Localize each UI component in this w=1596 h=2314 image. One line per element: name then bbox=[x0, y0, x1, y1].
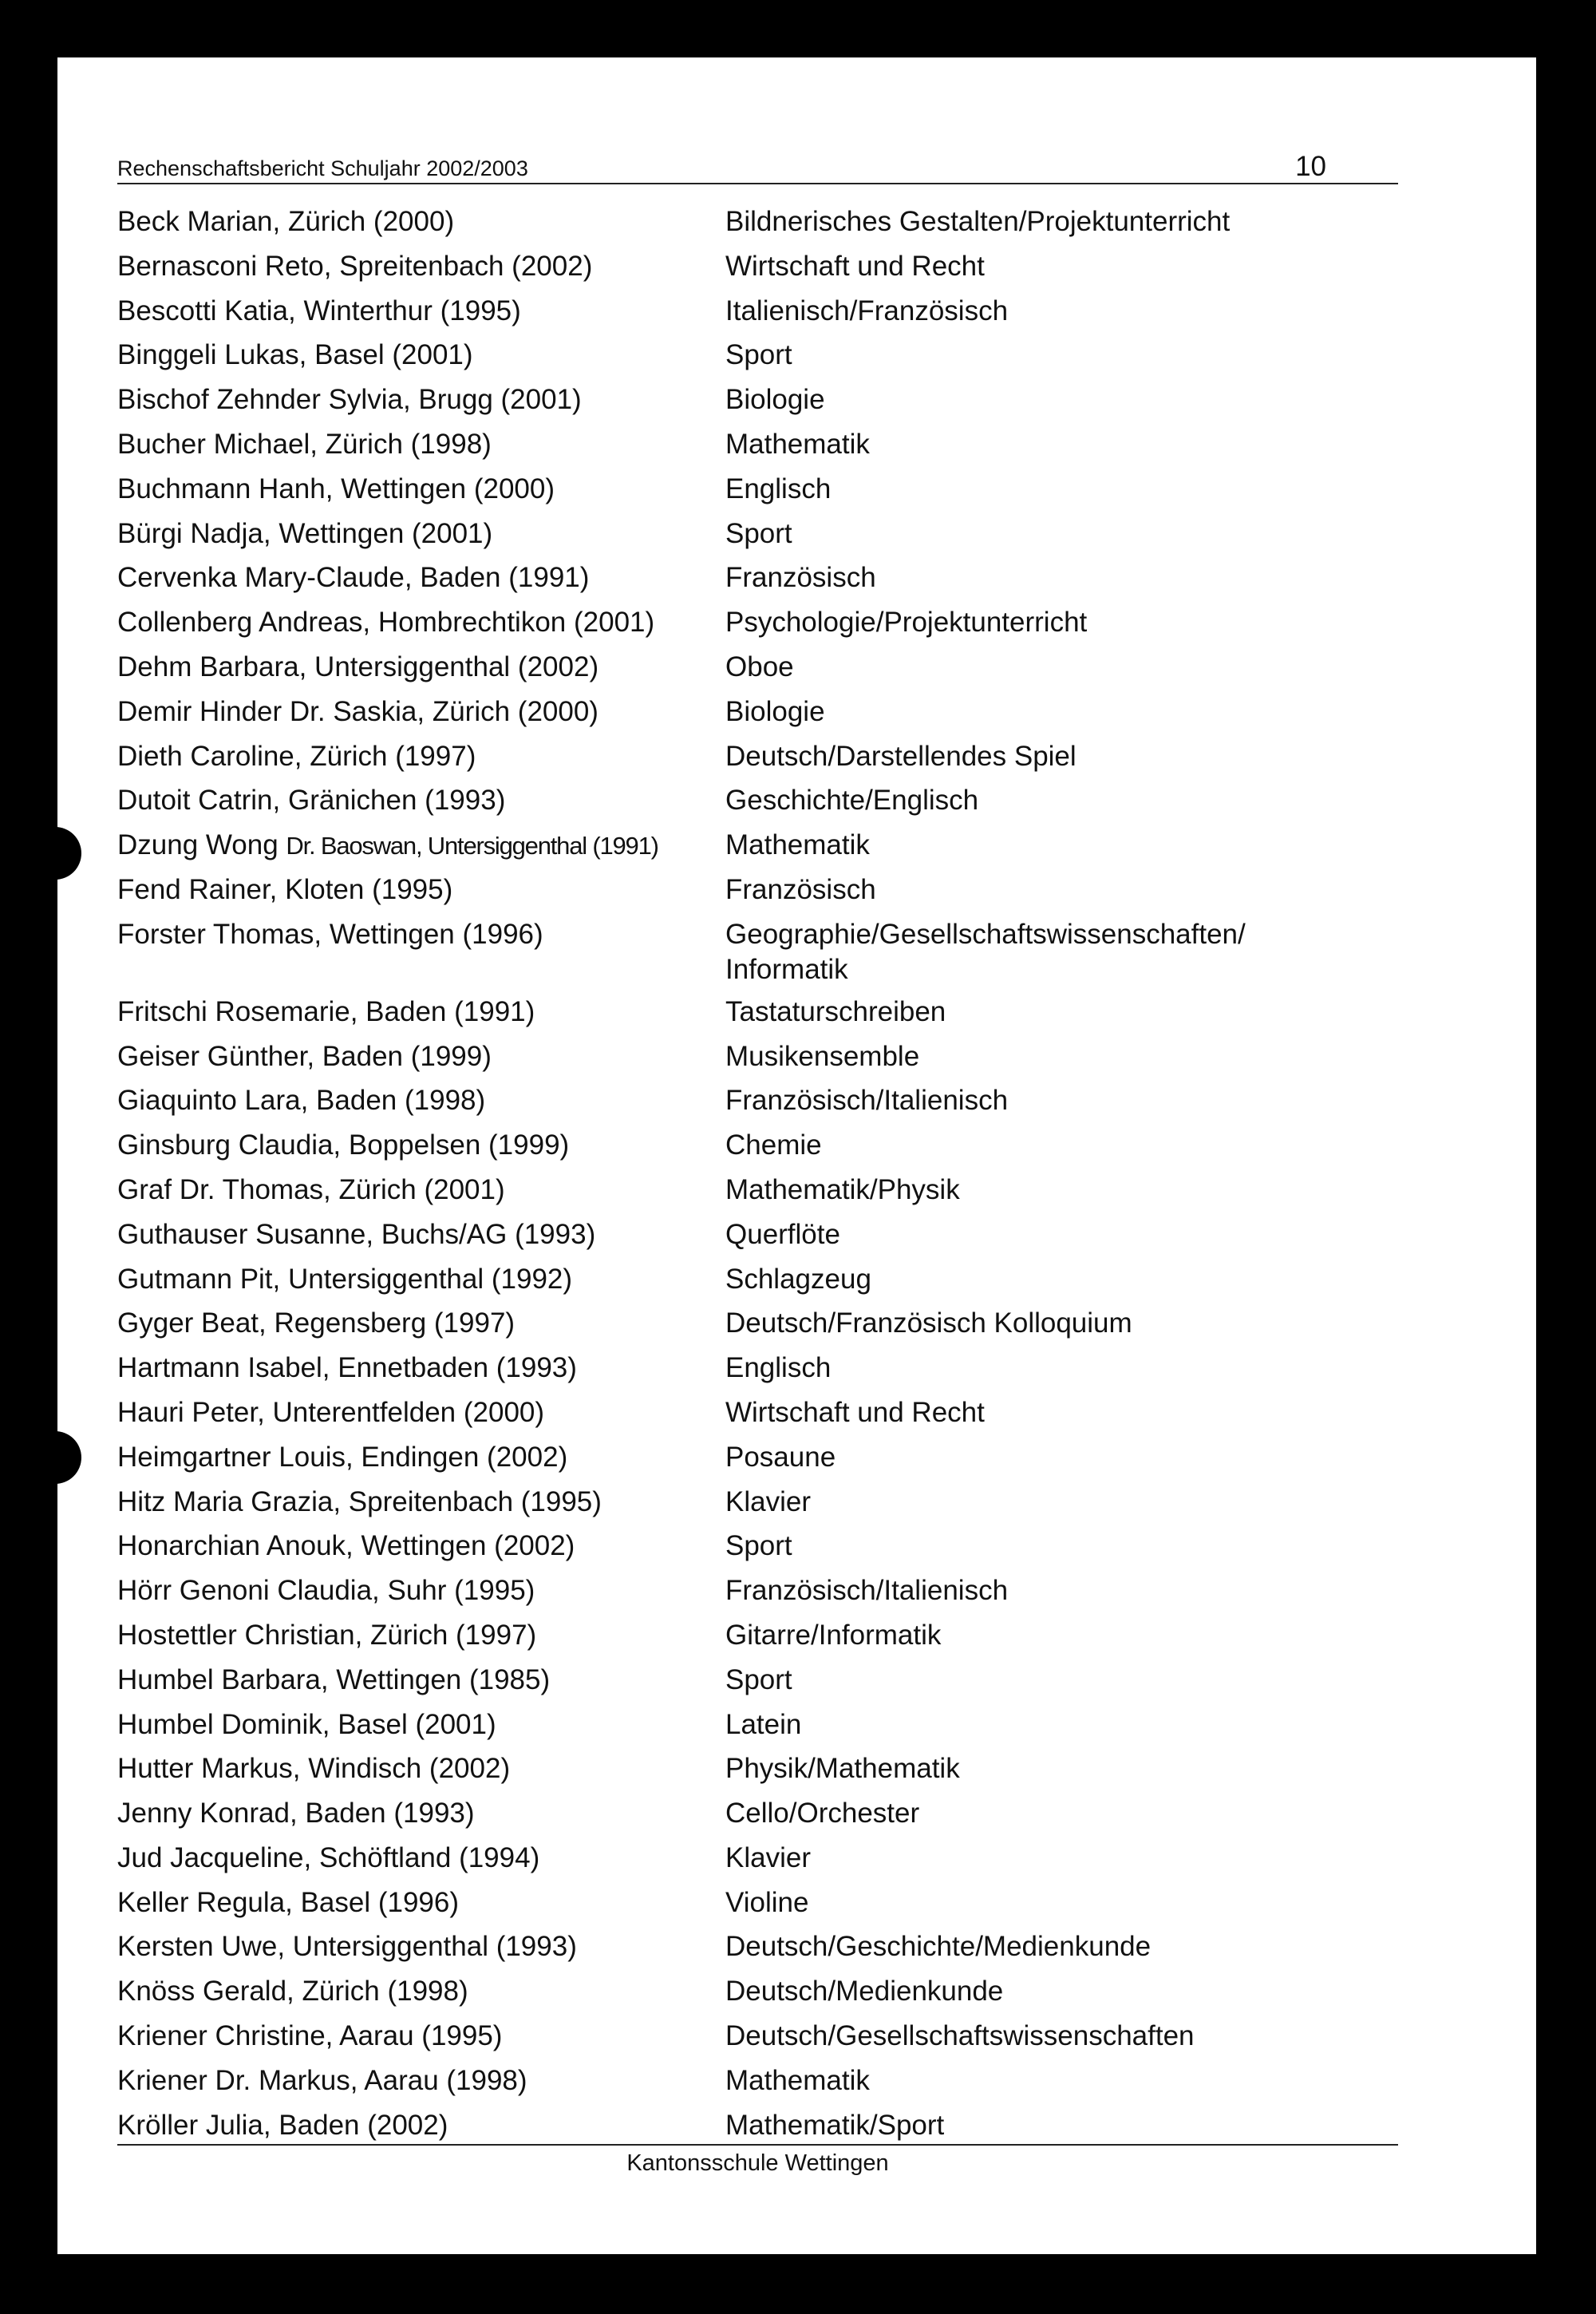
staff-name: Jud Jacqueline, Schöftland (1994) bbox=[117, 1841, 540, 1873]
staff-subject: Mathematik bbox=[725, 2064, 870, 2096]
page-footer bbox=[117, 2144, 1398, 2177]
list-item bbox=[117, 1435, 1398, 1480]
staff-name: Bescotti Katia, Winterthur (1995) bbox=[117, 295, 521, 326]
staff-subject: Deutsch/Geschichte/Medienkunde bbox=[725, 1931, 1152, 1963]
staff-name: Giaquinto Lara, Baden (1998) bbox=[117, 1085, 486, 1117]
staff-name: Kersten Uwe, Untersiggenthal (1993) bbox=[117, 1931, 577, 1963]
staff-subject: Mathematik/Sport bbox=[725, 2109, 945, 2141]
list-item bbox=[117, 1212, 1398, 1257]
staff-subject: Wirtschaft und Recht bbox=[725, 1396, 985, 1428]
staff-name: Hitz Maria Grazia, Spreitenbach (1995) bbox=[117, 1485, 602, 1517]
list-item bbox=[117, 912, 1398, 990]
staff-subject: Geschichte/Englisch bbox=[725, 785, 979, 817]
list-item bbox=[117, 1257, 1398, 1302]
staff-subject: Englisch bbox=[725, 1352, 832, 1384]
staff-subject: Sport bbox=[725, 1663, 792, 1695]
staff-name: Geiser Günther, Baden (1999) bbox=[117, 1040, 492, 1072]
staff-subject: Mathematik/Physik bbox=[725, 1173, 960, 1205]
list-item bbox=[117, 200, 1398, 244]
staff-name: Dehm Barbara, Untersiggenthal (2002) bbox=[117, 651, 599, 682]
list-item bbox=[117, 823, 1398, 868]
staff-name: Hauri Peter, Unterentfelden (2000) bbox=[117, 1396, 545, 1428]
staff-subject: Psychologie/Projektunterricht bbox=[725, 607, 1088, 639]
list-item bbox=[117, 778, 1398, 823]
list-item bbox=[117, 1881, 1398, 1925]
staff-name: Keller Regula, Basel (1996) bbox=[117, 1886, 460, 1918]
page-header bbox=[117, 148, 1398, 184]
staff-subject: Klavier bbox=[725, 1485, 811, 1517]
list-item bbox=[117, 1836, 1398, 1881]
staff-list bbox=[117, 200, 1398, 2147]
list-item bbox=[117, 690, 1398, 734]
staff-subject: Sport bbox=[725, 517, 792, 549]
list-item bbox=[117, 734, 1398, 779]
staff-subject: Mathematik bbox=[725, 428, 870, 460]
staff-name: Hörr Genoni Claudia, Suhr (1995) bbox=[117, 1575, 535, 1607]
staff-name bbox=[117, 823, 658, 868]
staff-subject: Violine bbox=[725, 1886, 809, 1918]
list-item bbox=[117, 1301, 1398, 1346]
list-item bbox=[117, 244, 1398, 289]
staff-subject: Deutsch/Gesellschaftswissenschaften bbox=[725, 2020, 1195, 2052]
staff-subject: Biologie bbox=[725, 384, 825, 416]
list-item bbox=[117, 512, 1398, 556]
list-item bbox=[117, 289, 1398, 334]
report-title: Rechenschaftsbericht Schuljahr 2002/2003 bbox=[117, 156, 528, 180]
staff-name: Kriener Christine, Aarau (1995) bbox=[117, 2020, 503, 2052]
staff-name: Collenberg Andreas, Hombrechtikon (2001) bbox=[117, 607, 655, 639]
staff-subject: Chemie bbox=[725, 1129, 822, 1161]
staff-name: Humbel Barbara, Wettingen (1985) bbox=[117, 1663, 551, 1695]
staff-name: Fritschi Rosemarie, Baden (1991) bbox=[117, 995, 535, 1027]
staff-name: Beck Marian, Zürich (2000) bbox=[117, 206, 455, 237]
staff-name: Kriener Dr. Markus, Aarau (1998) bbox=[117, 2064, 527, 2096]
staff-name: Binggeli Lukas, Basel (2001) bbox=[117, 339, 473, 371]
list-item bbox=[117, 556, 1398, 600]
list-item bbox=[117, 990, 1398, 1034]
staff-name: Bucher Michael, Zürich (1998) bbox=[117, 428, 492, 460]
staff-subject: Französisch/Italienisch bbox=[725, 1575, 1009, 1607]
staff-name-condensed: Dr. Baoswan, Untersiggenthal (1991) bbox=[286, 832, 658, 860]
staff-name: Demir Hinder Dr. Saskia, Zürich (2000) bbox=[117, 695, 598, 727]
list-item bbox=[117, 1390, 1398, 1435]
staff-name: Hutter Markus, Windisch (2002) bbox=[117, 1753, 511, 1785]
list-item bbox=[117, 1123, 1398, 1168]
staff-name: Heimgartner Louis, Endingen (2002) bbox=[117, 1441, 568, 1473]
staff-name: Hartmann Isabel, Ennetbaden (1993) bbox=[117, 1352, 577, 1384]
list-item bbox=[117, 467, 1398, 512]
staff-subject: Querflöte bbox=[725, 1218, 840, 1250]
staff-name: Dieth Caroline, Zürich (1997) bbox=[117, 740, 476, 772]
list-item bbox=[117, 2103, 1398, 2148]
list-item bbox=[117, 1658, 1398, 1703]
staff-name: Ginsburg Claudia, Boppelsen (1999) bbox=[117, 1129, 570, 1161]
list-item bbox=[117, 1746, 1398, 1791]
staff-name: Forster Thomas, Wettingen (1996) bbox=[117, 918, 543, 950]
staff-name: Jenny Konrad, Baden (1993) bbox=[117, 1798, 475, 1829]
list-item bbox=[117, 1168, 1398, 1212]
list-item bbox=[117, 333, 1398, 378]
staff-name: Gutmann Pit, Untersiggenthal (1992) bbox=[117, 1263, 573, 1295]
staff-name: Kröller Julia, Baden (2002) bbox=[117, 2109, 448, 2141]
staff-name: Bischof Zehnder Sylvia, Brugg (2001) bbox=[117, 384, 582, 416]
staff-subject: Physik/Mathematik bbox=[725, 1753, 960, 1785]
staff-subject: Deutsch/Medienkunde bbox=[725, 1976, 1004, 2007]
staff-name: Dutoit Catrin, Gränichen (1993) bbox=[117, 785, 506, 817]
list-item bbox=[117, 1613, 1398, 1658]
staff-subject: Schlagzeug bbox=[725, 1263, 871, 1295]
staff-subject: Biologie bbox=[725, 695, 825, 727]
school-name: Kantonsschule Wettingen bbox=[626, 2150, 889, 2176]
staff-subject: Sport bbox=[725, 339, 792, 371]
staff-subject: Französisch bbox=[725, 873, 876, 905]
list-item bbox=[117, 1034, 1398, 1079]
staff-subject: Sport bbox=[725, 1530, 792, 1562]
staff-name: Gyger Beat, Regensberg (1997) bbox=[117, 1307, 516, 1339]
staff-name: Cervenka Mary-Claude, Baden (1991) bbox=[117, 562, 590, 594]
list-item bbox=[117, 1969, 1398, 2014]
staff-name: Graf Dr. Thomas, Zürich (2001) bbox=[117, 1173, 505, 1205]
list-item bbox=[117, 600, 1398, 645]
list-item bbox=[117, 868, 1398, 912]
staff-name: Guthauser Susanne, Buchs/AG (1993) bbox=[117, 1218, 596, 1250]
staff-subject: Französisch/Italienisch bbox=[725, 1085, 1009, 1117]
list-item bbox=[117, 1524, 1398, 1568]
staff-name: Knöss Gerald, Zürich (1998) bbox=[117, 1976, 468, 2007]
staff-subject: Geographie/Gesellschaftswissenschaften/ Informatik bbox=[725, 918, 1246, 985]
page-number: 10 bbox=[1295, 151, 1326, 182]
list-item bbox=[117, 422, 1398, 467]
staff-name-start: Dzung Wong bbox=[117, 829, 286, 861]
list-item bbox=[117, 1791, 1398, 1836]
document-page bbox=[57, 57, 1536, 2254]
list-item bbox=[117, 1703, 1398, 1747]
list-item bbox=[117, 1568, 1398, 1613]
list-item bbox=[117, 2014, 1398, 2059]
list-item bbox=[117, 2059, 1398, 2103]
staff-subject: Englisch bbox=[725, 473, 832, 504]
staff-subject: Klavier bbox=[725, 1841, 811, 1873]
staff-subject: Gitarre/Informatik bbox=[725, 1619, 942, 1651]
list-item bbox=[117, 378, 1398, 422]
list-item bbox=[117, 645, 1398, 690]
list-item bbox=[117, 1924, 1398, 1969]
staff-name: Honarchian Anouk, Wettingen (2002) bbox=[117, 1530, 575, 1562]
staff-name: Humbel Dominik, Basel (2001) bbox=[117, 1708, 496, 1740]
staff-name: Buchmann Hanh, Wettingen (2000) bbox=[117, 473, 555, 504]
staff-subject: Deutsch/Darstellendes Spiel bbox=[725, 740, 1077, 772]
staff-subject: Oboe bbox=[725, 651, 794, 682]
staff-name: Fend Rainer, Kloten (1995) bbox=[117, 873, 453, 905]
list-item bbox=[117, 1078, 1398, 1123]
staff-subject: Tastaturschreiben bbox=[725, 995, 946, 1027]
staff-subject: Italienisch/Französisch bbox=[725, 295, 1009, 326]
staff-subject: Wirtschaft und Recht bbox=[725, 250, 985, 282]
staff-subject: Cello/Orchester bbox=[725, 1798, 920, 1829]
staff-name: Bernasconi Reto, Spreitenbach (2002) bbox=[117, 250, 593, 282]
list-item bbox=[117, 1480, 1398, 1525]
list-item bbox=[117, 1346, 1398, 1390]
staff-subject: Bildnerisches Gestalten/Projektunterricht bbox=[725, 206, 1231, 237]
staff-name: Bürgi Nadja, Wettingen (2001) bbox=[117, 517, 493, 549]
staff-subject: Musikensemble bbox=[725, 1040, 920, 1072]
staff-subject: Posaune bbox=[725, 1441, 836, 1473]
staff-subject: Latein bbox=[725, 1708, 802, 1740]
staff-name: Hostettler Christian, Zürich (1997) bbox=[117, 1619, 537, 1651]
staff-subject: Französisch bbox=[725, 562, 876, 594]
staff-subject: Mathematik bbox=[725, 829, 870, 861]
staff-subject: Deutsch/Französisch Kolloquium bbox=[725, 1307, 1132, 1339]
